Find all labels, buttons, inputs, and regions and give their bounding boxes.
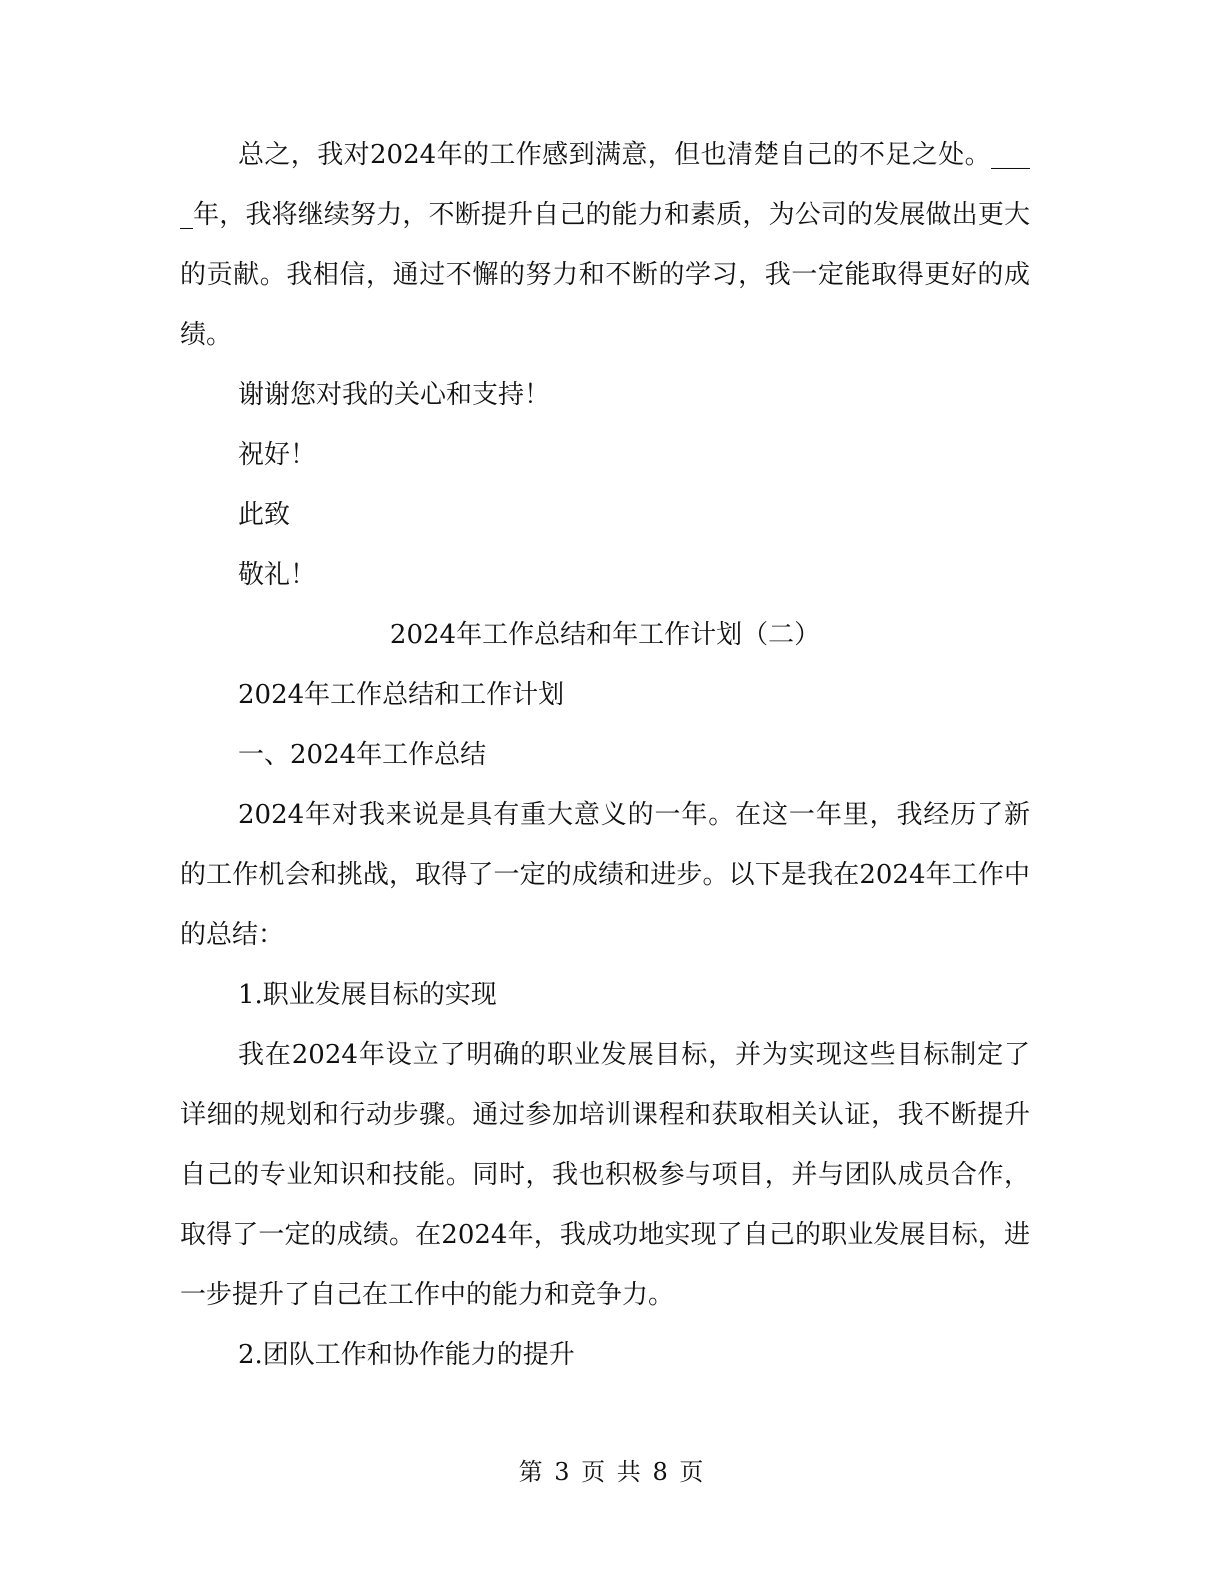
document-body [180, 125, 1030, 1385]
subtitle: 2024年工作总结和工作计划 [238, 680, 565, 710]
salutation-line: 此致 [238, 500, 291, 530]
item-1-title: 1.职业发展目标的实现 [238, 980, 497, 1010]
section-title: 2024年工作总结和年工作计划（二） [389, 620, 821, 650]
intro-paragraph: 2024年对我来说是具有重大意义的一年。在这一年里，我经历了新的工作机会和挑战，取得了一定的成绩和进步。以下是我在2024年工作中的总结： [180, 800, 1030, 950]
closing-paragraph: 总之，我对2024年的工作感到满意，但也清楚自己的不足之处。____年，我将继续努力，不断提升自己的能力和素质，为公司的发展做出更大的贡献。我相信，通过不懈的努力和不断的学习，我一定能取得更好的成绩。 [180, 140, 1030, 350]
regards-line: 祝好！ [238, 440, 317, 470]
respect-line: 敬礼！ [238, 560, 317, 590]
page-number-footer: 第 3 页 共 8 页 [518, 1458, 706, 1486]
item-1-body: 我在2024年设立了明确的职业发展目标，并为实现这些目标制定了详细的规划和行动步骤。通过参加培训课程和获取相关认证，我不断提升自己的专业知识和技能。同时，我也积极参与项目，并与团队成员合作，取得了一定的成绩。在2024年，我成功地实现了自己的职业发展目标，进一步提升了自己在工作中的能力和竞争力。 [180, 1040, 1030, 1310]
item-2-title: 2.团队工作和协作能力的提升 [238, 1340, 575, 1370]
thanks-line: 谢谢您对我的关心和支持！ [238, 380, 551, 410]
heading-1: 一、2024年工作总结 [238, 740, 487, 770]
